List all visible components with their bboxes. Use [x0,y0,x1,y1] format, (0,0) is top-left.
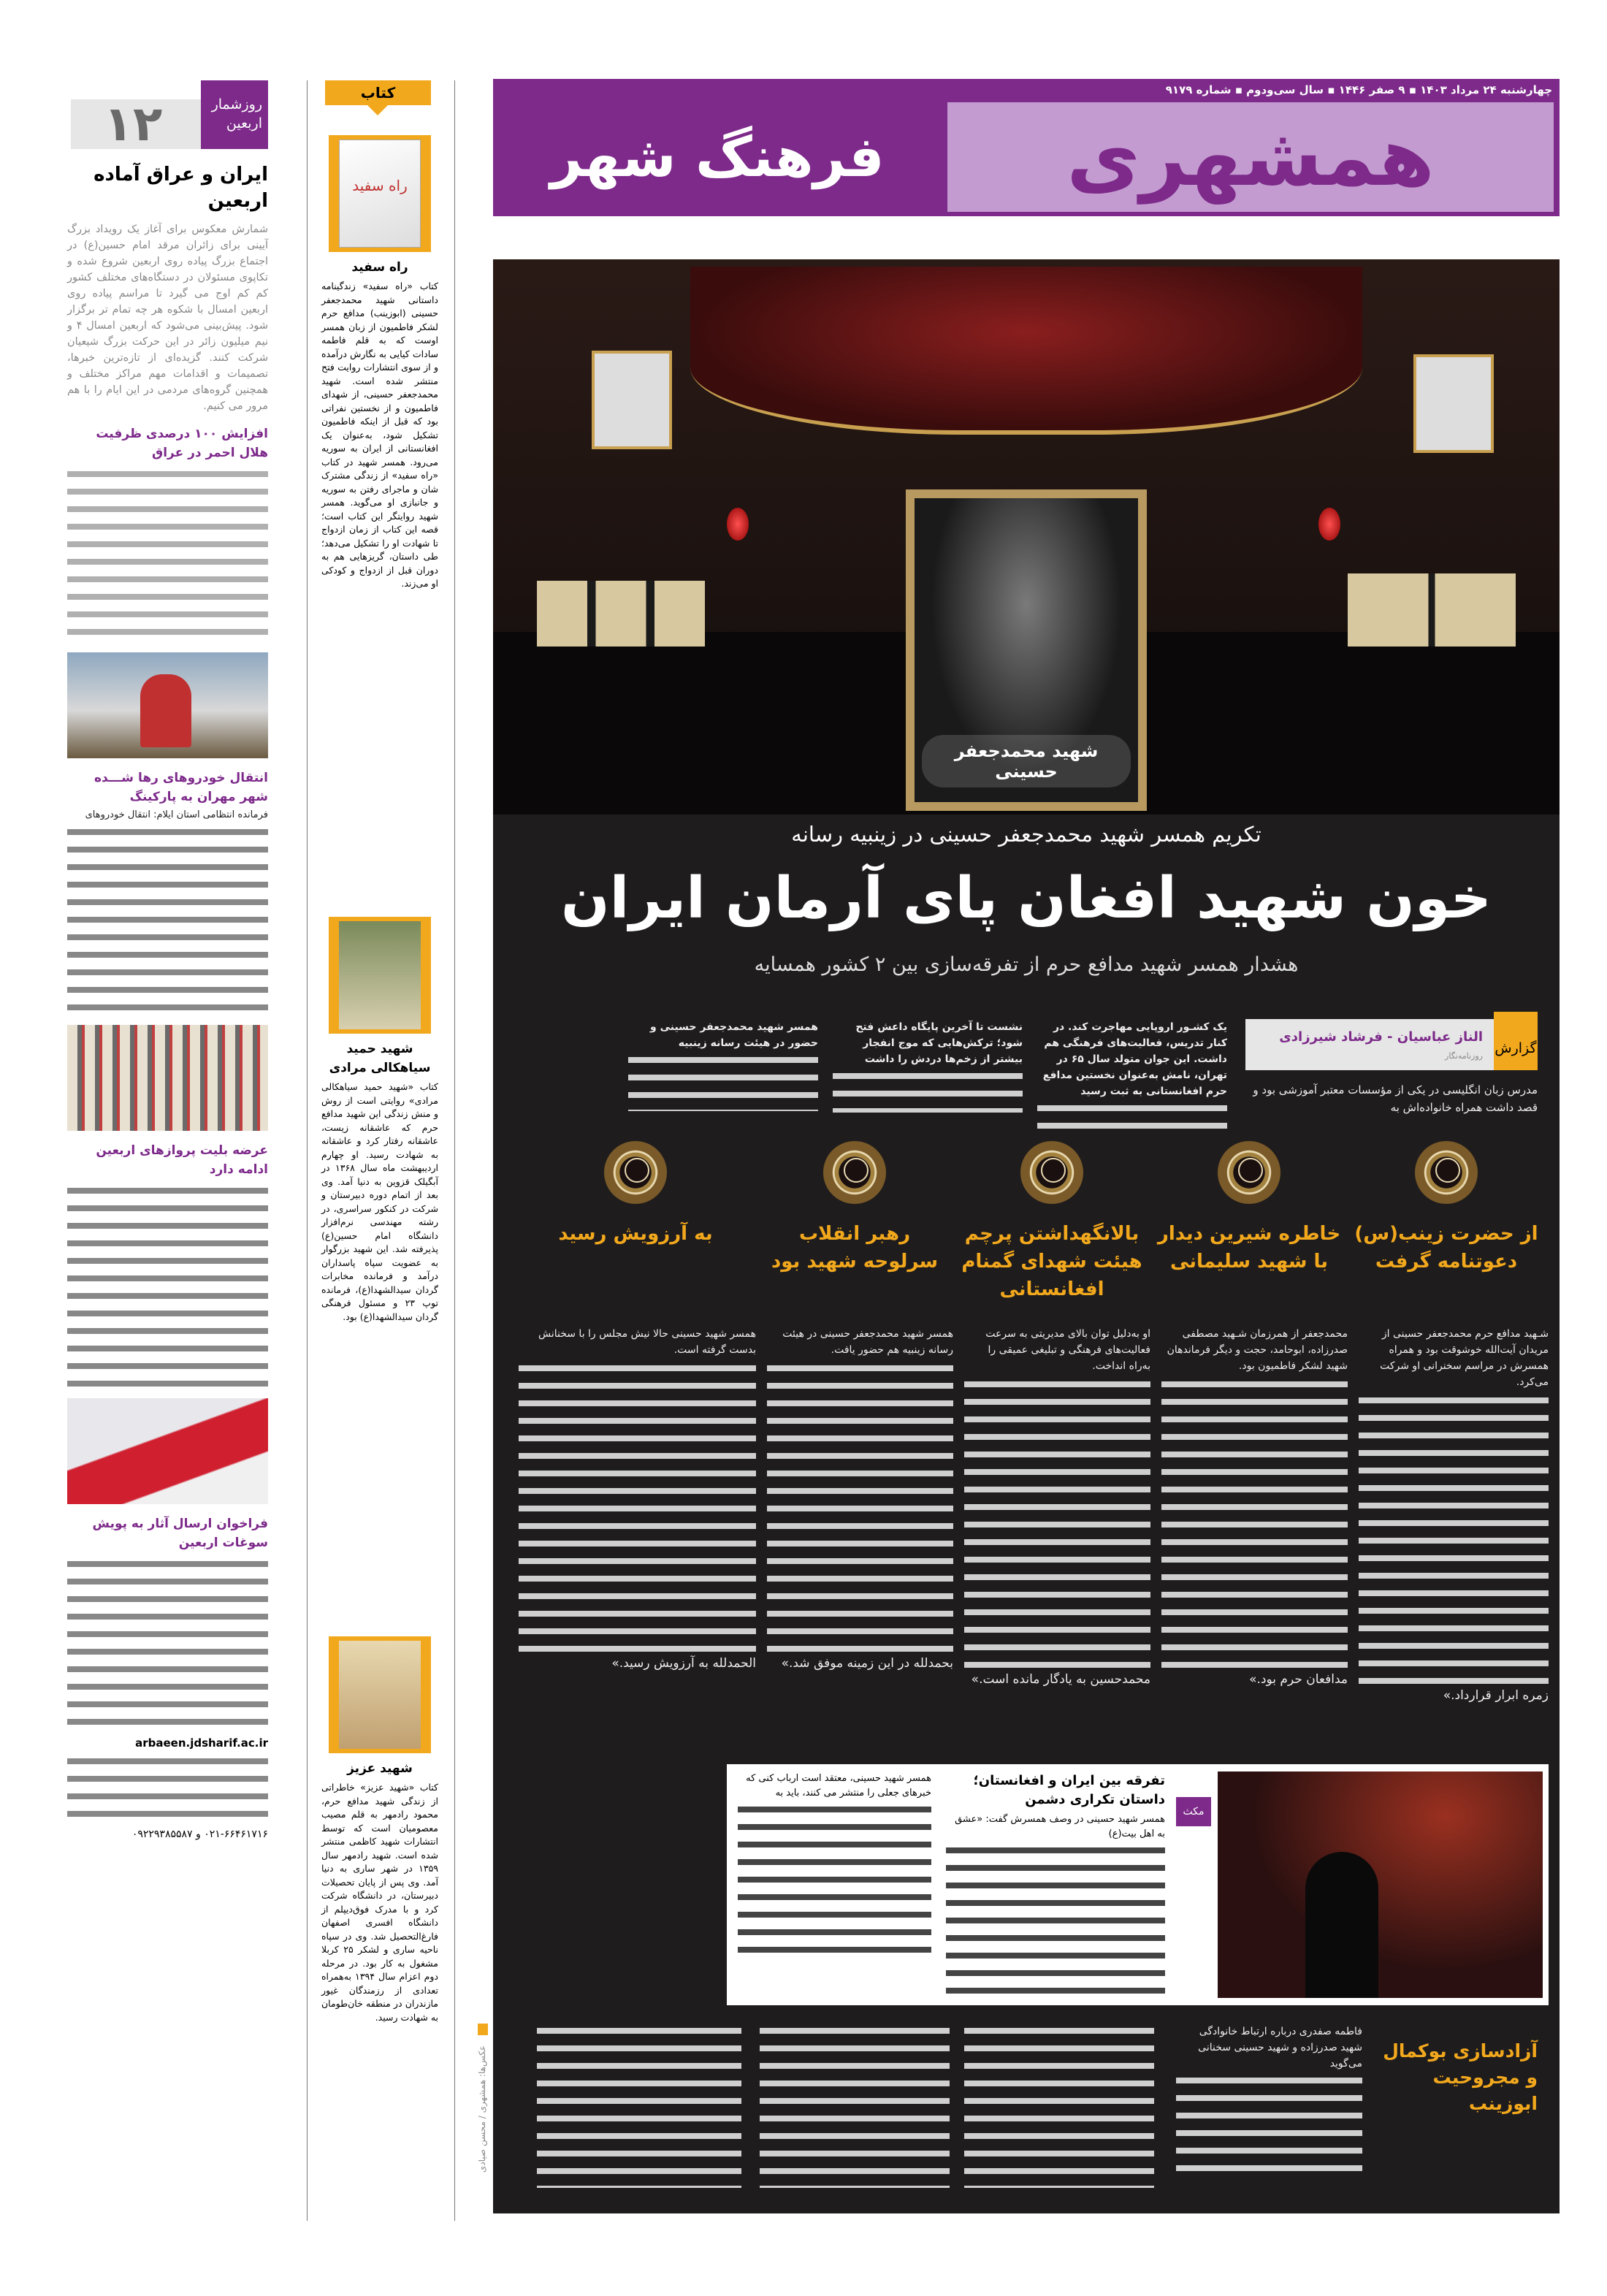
news-phone: ۰۲۱-۶۶۴۶۱۷۱۶ و ۰۹۲۲۹۳۸۵۵۸۷ [131,1828,268,1840]
intro-text: مدرس زبان انگلیسی در یکی از مؤسسات معتبر آموزشی بود و قصد داشت همراه خانواده‌اش به [1253,1083,1538,1114]
countdown-box [71,80,268,150]
section-end: بحمدلله در این زمینه موفق شد.» [781,1656,953,1671]
book-cover-siahkali [329,917,431,1034]
pause-text: همسر شهید حسینی، معتقد است ارباب کنی که خبرهای جعلی را منتشر می کنند، باید به [746,1773,931,1799]
left-column [67,80,268,1840]
section-end: محمدحسین به یادگار مانده است.» [971,1672,1150,1687]
news-snippet: فرمانده انتظامی استان ایلام: انتقال خودروهای [85,809,268,820]
logo-hamshahri: همشهری [947,102,1554,212]
section-text: همسر شهید حسینی حالا نیش مجلس را با سخنانش بدست گرفته است. [538,1328,756,1356]
book-cover-shahid-aziz [329,1636,431,1753]
section-heading: به آرزویش رسید [558,1223,713,1245]
subhead: هشدار همسر شهید مدافع حرم از تفرقه‌سازی بین ۲ کشور همسایه [754,953,1299,976]
dateline: چهارشنبه ۲۴ مرداد ۱۴۰۳ ▪ ۹ صفر ۱۴۴۶ ▪ سال سی‌ودوم ▪ شماره ۹۱۷۹ [1165,83,1552,96]
news-body [67,1754,268,1824]
book-item [321,917,438,1324]
logo-farhang-shahr: فرهنگ شهر [550,124,885,189]
countdown-label: روزشمار اربعین [201,80,268,149]
book-title: شهید حمید سیاهکالی مرادی [329,1042,431,1075]
lamp-icon [727,508,749,541]
report-label: گزارش [1494,1012,1538,1070]
emblem-icon [1216,1140,1282,1213]
intro-text: یک کشـور اروپایی مهاجرت کند. در کنار تدریس، فعالیت‌های فرهنگی هم داشت. این جوان متولد سال ۶۵ در تهران، نامش به‌عنوان نخستین مدافع حرم افغانستانی به ثبت رسید [1042,1021,1227,1097]
book-cover-title: راه سفید [339,140,421,248]
author-role: روزنامه‌نگار [1445,1051,1483,1061]
book-text: کتاب «شهید حمید سیاهکالی مرادی» روایتی است از روش و منش زندگی این شهید مدافع حرم که عاشقانه زیست، عاشقانه رفتار کرد و عاشقانه به شهادت رسید. او چهارم اردیبهشت ماه سال ۱۳۶۸ در آبگیلک قزوین به دنیا آمد. وی بعد از اتمام دوره دبیرستان و شرکت در کنکور سراسری، در رشته مهندسی نرم‌افزار دانشگاه امام حسین(ع) پذیرفته شد. این شهید بزرگوار به عضویت سپاه پاسداران درآمد و فرمانده مخابرات گردان سیدالشهدا(ع)، فرمانده توپ ۲۳ و مسئول فرهنگی گردان سیدالشهدا(ع) بود. [321,1081,439,1322]
section-heading: بالانگهداشتن پرچم هیئت شهدای گمنام افغانستانی [961,1223,1142,1300]
news-photo-parking [67,1025,268,1131]
section-text: شـهید مدافع حرم محمدجعفر حسینی از مریدان آیت‌الله خوشوقت بود و همراه همسرش در مراسم سخنرانی او شرکت می‌کرد. [1380,1328,1549,1388]
news-title: افزایش ۱۰۰ درصدی ظرفیت هلال احمر در عراق [96,427,268,460]
section [541,1140,730,1248]
section-heading: از حضرت زینب(س) دعوتنامه گرفت [1354,1223,1538,1273]
emblem-icon [1413,1140,1479,1213]
news-body [67,467,268,642]
lamp-icon [1318,508,1340,541]
book-text: کتاب «راه سفید» زندگینامه داستانی شهید محمدجعفر حسینی (ابوزینب) مدافع حرم لشکر فاطمیون از زبان همسر اوست که به قلم فاطمه سادات کیایی به نگارش درآمده و از سوی انتشارات روایت فتح منتشر شده است. شهید محمدجعفر حسینی، از شهدای فاطمیون و از نخستین نفراتی بود که قبل از اینکه فاطمیون تشکیل شود، به‌عنوان یک افغانستانی از ایران به سوریه می‌رود. همسر شهید در کتاب «راه سفید» از زندگی مشترک شان و ماجرای رفتن به سوریه و جانبازی او می‌گوید. همسر شهید روایتگر این کتاب است؛ قصه این کتاب از زمان ازدواج تا شهادت او را تشکیل می‌دهد؛ طی داستان، گریزهایی هم به دوران قبل از ازدواج و کودکی او می‌زند. [321,281,438,589]
section [957,1140,1147,1303]
section-end: زمره ابرار قرارداد.» [1443,1688,1549,1703]
countdown-number: ۱۲ [103,96,163,152]
portrait-left [1413,354,1494,453]
section [1154,1140,1344,1275]
masthead [493,79,1560,216]
book-item [321,1636,438,2024]
news-body [67,1183,268,1388]
section-heading: خاطره شیرین دیدار با شهید سلیمانی [1157,1223,1341,1273]
pause-title: تفرقه بین ایران و افغانستان؛ داستان تکراری دشمن [973,1773,1165,1807]
pause-label: مکث [1176,1797,1211,1826]
martyr-portrait [906,489,1147,811]
section-heading: رهبر انقلاب سرلوحه شهید بود [771,1223,939,1273]
section-end: الحمدلله به آرزویش رسید.» [611,1656,756,1671]
news-body [67,825,268,1015]
pause-box [727,1764,1549,2005]
pause-photo [1218,1771,1543,1998]
intro-text: همسر شهید محمدجعفر حسینی و حضور در هیئت رسانه زینبیه [650,1021,818,1049]
book-title: شهید عزیز [347,1761,413,1776]
news-photo-boarding-pass [67,1398,268,1504]
emblem-icon [822,1140,888,1213]
section [760,1140,950,1275]
book-title: راه سفید [351,260,408,275]
news-title: عرضه بلیت پروازهای اربعین ادامه دارد [96,1143,268,1177]
intro-text: نشست تا آخرین پایگاه داعش فتح شود؛ ترکش‌هایی که موج انفجار بیشتر از زخم‌ها دردش را داشت [855,1021,1023,1065]
main-headline: خون شهید افغان پای آرمان ایران [561,866,1492,931]
kicker: تکریم همسر شهید محمدجعفر حسینی در زینبیه رسانه [791,822,1261,847]
memorial-photo [493,259,1560,815]
countdown-lead: شمارش معکوس برای آغاز یک رویداد بزرگ آیینی برای زائران مرقد امام حسین(ع) در اجتماع بزرگ پیاده روی اربعین شروع شده و تکاپوی مسئولان در دستگاه‌های مختلف کشور کم کم اوج می گیرد تا مراسم پیاده روی اربعین امسال با شکوه هر چه تمام تر برگزار شود. پیش‌بینی می‌شود که اربعین امسال ۴ و نیم میلیون زائر در این حرکت بزرگ شیعیان شرکت کنند. گزیده‌ای از تازه‌ترین خبرها، تصمیمات و اقدامات مهم مراکز مختلف و همچنین گروه‌های مردمی در این ایام را با هم مرور می کنیم. [67,224,268,412]
news-body [67,1557,268,1732]
photo-credit: عکس‌ها: همشهری / محسن صیادی [477,2045,487,2173]
bottom-heading: آزادسازی بوکمال و مجروحیت ابوزینب [1383,2040,1538,2114]
photo-caption: شهید محمدجعفر حسینی [922,735,1131,787]
emblem-icon [1019,1140,1085,1213]
section-text: او به‌دلیل توان بالای مدیریتی به سرعت فعالیت‌های فرهنگی و تبلیغی عمیقی را به‌راه انداخت. [985,1328,1150,1372]
news-title: انتقال خودروهای رها شـــده شهر مهران به پارکینگ [94,771,268,804]
section-text: محمدجعفر از همرزمان شـهید مصطفی صدرزاده، ابوحامد، حجت و دیگر فرماندهان شهید لشکر فاطمیون بود. [1167,1328,1348,1372]
emblem-icon [603,1140,668,1213]
section-text: همسر شهید محمدجعفر حسینی در هیئت رسانه زینبیه هم حضور یافت. [782,1328,953,1356]
news-photo-red-crescent [67,652,268,758]
countdown-headline: ایران و عراق آماده اربعین [93,164,268,212]
book-cover-rah-sefid [329,135,431,252]
news-title: فراخوان ارسال آثار به پویش سوغات اربعین [92,1517,268,1550]
byline-box [1245,1019,1538,1070]
portrait-right [592,351,672,449]
book-section-label: کتاب [325,80,431,105]
bottom-text: فاطمه صفدری درباره ارتباط خانوادگی شهید صدرزاده و شهید حسینی سخنانی می‌گوید [1198,2026,1362,2070]
section-end: مدافعان حرم بود.» [1249,1672,1348,1687]
pause-text: همسر شهید حسینی در وصف همسرش گفت: «عشق به اهل بیت(ع) [955,1814,1165,1839]
section [1351,1140,1541,1275]
book-text: کتاب «شهید عزیز» خاطراتی از زندگی شهید مدافع حرم، محمود رادمهر به قلم مصیب معصومیان است که توسط انتشارات شهید کاظمی منتشر شده است. شهید رادمهر سال ۱۳۵۹ در شهر ساری به دنیا آمد. وی پس از پایان تحصیلات دبیرستان، در دانشگاه شرکت کرد و با مدرک فوق‌دیپلم از دانشگاه افسری اصفهان فارغ‌التحصیل شد. وی در سپاه ناحیه ساری و لشکر ۲۵ کربلا مشغول به کار بود. در مرحله دوم اعزام سال ۱۳۹۴ به‌همراه تعدادی از رزمندگان غیور مازندران در منطقه خان‌طومان به شهادت رسید. [321,1782,438,2023]
authors: الناز عباسیان - فرشاد شیرزادی [1279,1029,1483,1045]
news-link[interactable]: arbaeen.jdsharif.ac.ir [135,1736,268,1750]
book-item [321,135,438,591]
